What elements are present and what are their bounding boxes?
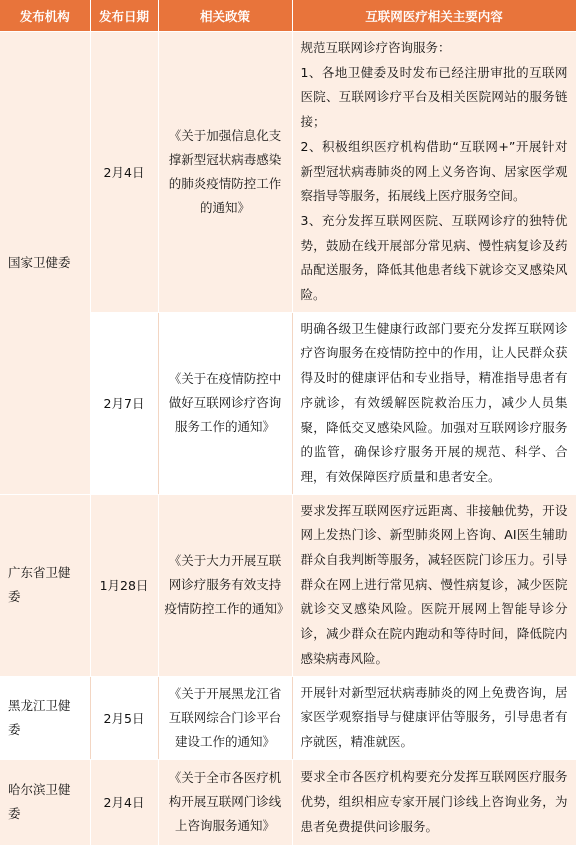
content-line: 开展针对新型冠状病毒肺炎的网上免费咨询，居家医学观察指导与健康评估等服务，引导患者有序就医，精准就医。 [300,684,568,749]
agency-cell: 哈尔滨卫健委 [0,759,90,845]
content-cell [292,494,576,676]
policy-cell: 《关于全市各医疗机构开展互联网门诊线上咨询服务通知》 [158,759,292,845]
content-line: 要求全市各医疗机构要充分发挥互联网医疗服务优势，组织相应专家开展门诊线上咨询业务，为患者免费提供问诊服务。 [300,769,568,834]
agency-cell: 国家卫健委 [0,32,90,495]
header-policy: 相关政策 [158,0,292,32]
header-row [0,0,576,32]
content-line: 2、积极组织医疗机构借助“互联网+”开展针对新型冠状病毒肺炎的网上义务咨询、居家医学观察指导等服务，拓展线上医疗服务空间。 [300,138,568,204]
content-cell [292,32,576,313]
date-cell: 2月4日 [90,759,158,845]
content-line: 明确各级卫生健康行政部门要充分发挥互联网诊疗咨询服务在疫情防控中的作用，让人民群众获得及时的健康评估和专业指导，精准指导患者有序就诊，有效缓解医院救治压力，减少人员集聚，降低交叉感染风险。加强对互联网诊疗服务的监管，确保诊疗服务开展的规范、科学、合理，有效保障医疗质量和患者安全。 [300,320,568,484]
header-agency: 发布机构 [0,0,90,32]
date-cell: 1月28日 [90,494,158,676]
policy-cell: 《关于大力开展互联网诊疗服务有效支持疫情防控工作的通知》 [158,494,292,676]
table-row [0,759,576,845]
content-line: 3、充分发挥互联网医院、互联网诊疗的独特优势，鼓励在线开展部分常见病、慢性病复诊及药品配送服务，降低其他患者线下就诊交叉感染风险。 [300,212,568,303]
agency-cell: 广东省卫健委 [0,494,90,676]
content-cell [292,312,576,494]
table-row [0,494,576,676]
content-line: 要求发挥互联网医疗远距离、非接触优势，开设网上发热门诊、新型肺炎网上咨询、AI医生辅助群众自我判断等服务，减轻医院门诊压力。引导群众在网上进行常见病、慢性病复诊，减少医院就诊交叉感染风险。医院开展网上智能导诊分诊，减少群众在院内跑动和等待时间，降低院内感染病毒风险。 [300,502,568,666]
header-content: 互联网医疗相关主要内容 [292,0,576,32]
table-row [0,32,576,313]
agency-cell: 黑龙江卫健委 [0,676,90,759]
header-date: 发布日期 [90,0,158,32]
table-row [0,676,576,759]
content-line: 1、各地卫健委及时发布已经注册审批的互联网医院、互联网诊疗平台及相关医院网站的服务链接； [300,64,568,130]
date-cell: 2月5日 [90,676,158,759]
date-cell: 2月4日 [90,32,158,313]
date-cell: 2月7日 [90,312,158,494]
content-cell [292,676,576,759]
policy-cell: 《关于在疫情防控中做好互联网诊疗咨询服务工作的通知》 [158,312,292,494]
policy-cell: 《关于开展黑龙江省互联网综合门诊平台建设工作的通知》 [158,676,292,759]
policy-cell: 《关于加强信息化支撑新型冠状病毒感染的肺炎疫情防控工作的通知》 [158,32,292,313]
content-line: 规范互联网诊疗咨询服务： [300,40,451,55]
content-cell [292,759,576,845]
